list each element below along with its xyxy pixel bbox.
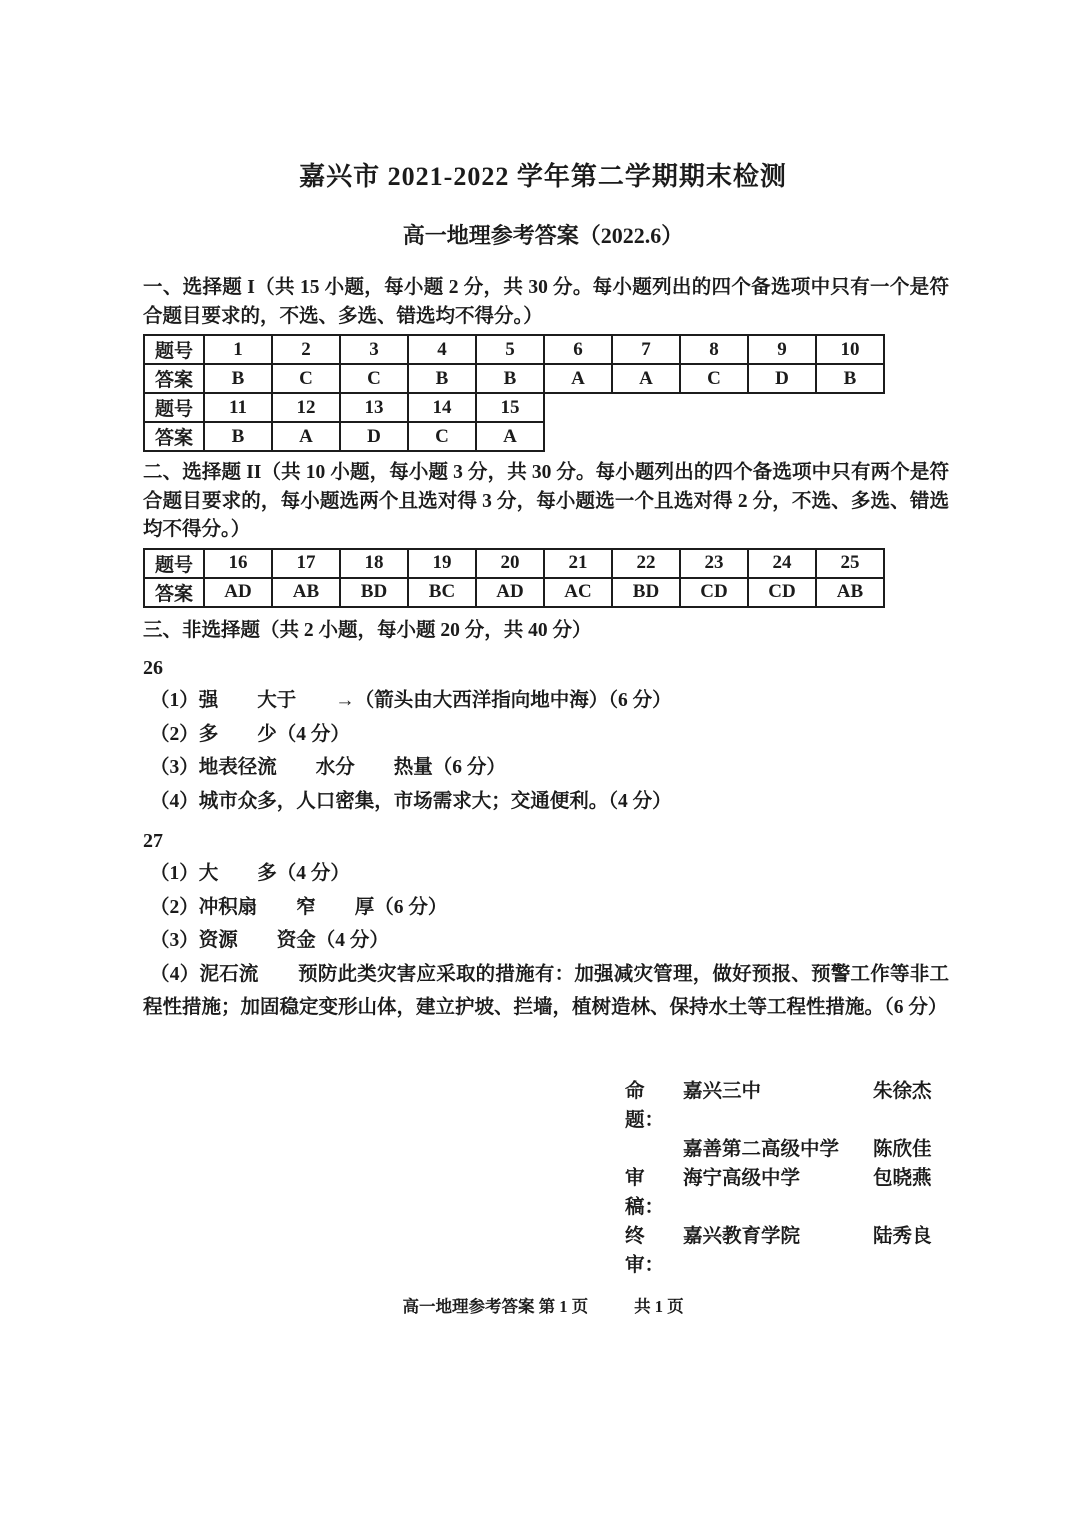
answer-cell: B	[204, 422, 272, 451]
credit-person-name: 包晓燕	[873, 1167, 932, 1189]
question-27-answer-line: （1）大 多（4 分）	[150, 863, 350, 884]
credit-row	[625, 1164, 955, 1222]
answer-cell: B	[816, 364, 884, 393]
credit-person-name: 朱徐杰	[873, 1080, 932, 1102]
table-row-answers	[144, 578, 884, 607]
question-number-cell: 13	[340, 393, 408, 422]
answer-cell: D	[748, 364, 816, 393]
table-row-answers	[144, 422, 544, 451]
section3-heading: 三、非选择题（共 2 小题，每小题 20 分，共 40 分）	[143, 619, 592, 641]
question-number-cell: 20	[476, 549, 544, 578]
credit-role-label: 审稿：	[625, 1167, 665, 1218]
question-number-cell: 22	[612, 549, 680, 578]
question-number-cell: 21	[544, 549, 612, 578]
question-number-cell: 6	[544, 335, 612, 364]
page-subtitle: 高一地理参考答案（2022.6）	[402, 223, 684, 248]
question-number-cell: 3	[340, 335, 408, 364]
question-26-answer-line: （2）多 少（4 分）	[150, 723, 350, 745]
answer-cell: A	[544, 364, 612, 393]
credit-organization: 海宁高级中学	[683, 1167, 801, 1189]
credit-person-name: 陆秀良	[873, 1225, 932, 1247]
question-26-answer-line: （1）强 大于 →（箭头由大西洋指向地中海）（6 分）	[150, 690, 672, 711]
answer-cell: A	[272, 422, 340, 451]
answer-cell: CD	[680, 578, 748, 607]
question-number-cell: 5	[476, 335, 544, 364]
answer-cell: C	[340, 364, 408, 393]
answer-cell: BD	[340, 578, 408, 607]
table-row-question-numbers	[144, 549, 884, 578]
answer-table-1-continued	[143, 392, 545, 452]
answer-cell: BD	[612, 578, 680, 607]
question-number-cell: 7	[612, 335, 680, 364]
question-number-cell: 4	[408, 335, 476, 364]
row-label-cell: 答案	[144, 364, 204, 393]
credit-organization: 嘉兴教育学院	[683, 1225, 801, 1247]
question-number-cell: 10	[816, 335, 884, 364]
answer-table-1	[143, 334, 885, 394]
page-title: 嘉兴市 2021-2022 学年第二学期期末检测	[299, 162, 787, 191]
question-number-cell: 1	[204, 335, 272, 364]
answer-cell: CD	[748, 578, 816, 607]
credit-row	[625, 1135, 955, 1164]
section1-heading: 一、选择题 I（共 15 小题，每小题 2 分，共 30 分。每小题列出的四个备选项中只有一个是符合题目要求的，不选、多选、错选均不得分。）	[143, 277, 949, 327]
answer-cell: C	[272, 364, 340, 393]
question-26-answer-line: （3）地表径流 水分 热量（6 分）	[150, 757, 506, 778]
answer-cell: AB	[816, 578, 884, 607]
table-row-question-numbers	[144, 393, 544, 422]
question-number-cell: 19	[408, 549, 476, 578]
credit-person-name: 陈欣佳	[873, 1138, 932, 1160]
answer-cell: B	[204, 364, 272, 393]
answer-cell: B	[476, 364, 544, 393]
question-number-cell: 17	[272, 549, 340, 578]
question-27-answer-line: （3）资源 资金（4 分）	[150, 930, 389, 951]
credit-row	[625, 1077, 955, 1135]
answer-cell: D	[340, 422, 408, 451]
answer-cell: BC	[408, 578, 476, 607]
question-number-cell: 25	[816, 549, 884, 578]
question-number-cell: 23	[680, 549, 748, 578]
question-number-cell: 9	[748, 335, 816, 364]
answer-cell: B	[408, 364, 476, 393]
section2-heading: 二、选择题 II（共 10 小题，每小题 3 分，共 30 分。每小题列出的四个备选项中只有两个是符合题目要求的，每小题选两个且选对得 3 分，每小题选一个且选对得 2 分，不选、多选、错选均不得分。）	[143, 462, 949, 540]
question-number-cell: 12	[272, 393, 340, 422]
credits-block	[625, 1077, 955, 1280]
footer-total-pages-label: 共 1 页	[634, 1297, 684, 1316]
answer-cell: A	[476, 422, 544, 451]
question-27-number: 27	[143, 830, 163, 852]
credit-row	[625, 1222, 955, 1280]
document-content	[143, 274, 949, 1280]
answer-table-2	[143, 548, 885, 608]
question-27-answer-line: （4）泥石流 预防此类灾害应采取的措施有：加强减灾管理，做好预报、预警工作等非工程性措施；加固稳定变形山体，建立护坡、拦墙，植树造林、保持水土等工程性措施。（6 分）	[143, 963, 949, 1018]
table-row-answers	[144, 364, 884, 393]
answer-cell: A	[612, 364, 680, 393]
answer-cell: AB	[272, 578, 340, 607]
question-number-cell: 15	[476, 393, 544, 422]
question-number-cell: 18	[340, 549, 408, 578]
question-number-cell: 14	[408, 393, 476, 422]
row-label-cell: 题号	[144, 549, 204, 578]
credit-role-label: 命题：	[625, 1080, 665, 1131]
credit-role-label	[625, 1135, 683, 1164]
page-footer	[0, 1293, 1086, 1317]
table-row-question-numbers	[144, 335, 884, 364]
question-number-cell: 8	[680, 335, 748, 364]
credit-organization: 嘉善第二高级中学	[683, 1138, 840, 1160]
answer-cell: AC	[544, 578, 612, 607]
answer-cell: C	[408, 422, 476, 451]
question-number-cell: 2	[272, 335, 340, 364]
credit-organization: 嘉兴三中	[683, 1080, 762, 1102]
footer-page-label: 高一地理参考答案 第 1 页	[402, 1297, 589, 1316]
question-26-answer-line: （4）城市众多，人口密集，市场需求大；交通便利。（4 分）	[150, 790, 672, 812]
answer-cell: C	[680, 364, 748, 393]
question-number-cell: 24	[748, 549, 816, 578]
credit-role-label: 终审：	[625, 1225, 665, 1276]
row-label-cell: 题号	[144, 393, 204, 422]
question-number-cell: 11	[204, 393, 272, 422]
row-label-cell: 答案	[144, 578, 204, 607]
question-27-answer-line: （2）冲积扇 窄 厚（6 分）	[150, 896, 448, 918]
answer-cell: AD	[204, 578, 272, 607]
question-26-number: 26	[143, 657, 163, 679]
row-label-cell: 答案	[144, 422, 204, 451]
row-label-cell: 题号	[144, 335, 204, 364]
answer-cell: AD	[476, 578, 544, 607]
question-number-cell: 16	[204, 549, 272, 578]
